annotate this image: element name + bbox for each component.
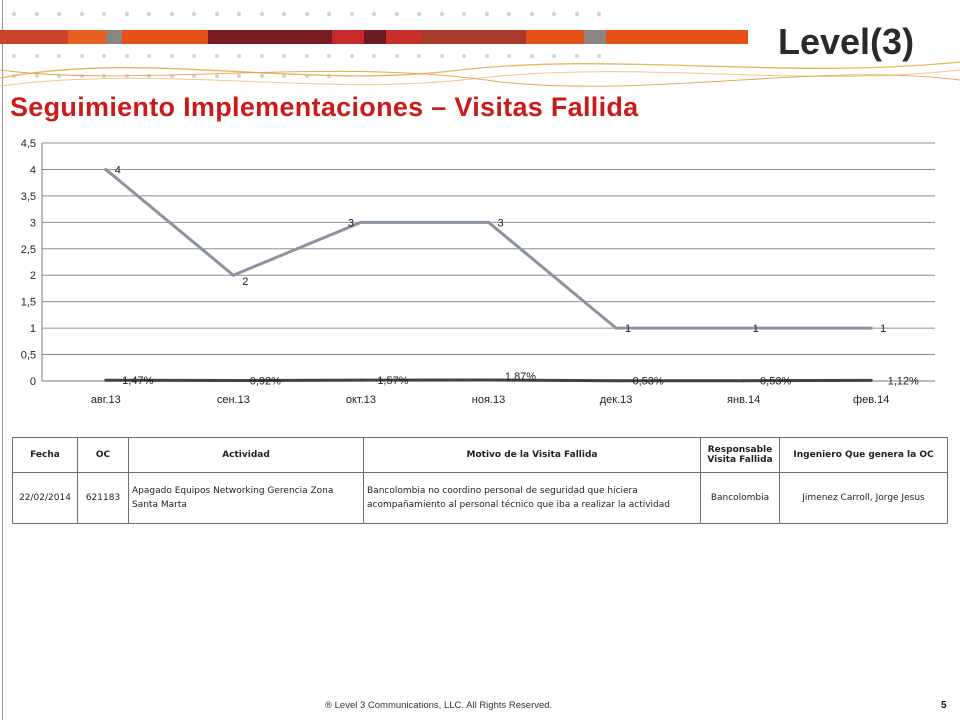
visits-line-chart	[10, 130, 945, 415]
x-tick-label: фев.14	[853, 394, 890, 406]
decorative-dot	[440, 12, 444, 16]
data-point-count	[359, 221, 362, 224]
decorative-dot	[417, 12, 421, 16]
table-header-row	[13, 438, 948, 473]
data-point-count	[487, 221, 490, 224]
data-point-percent	[232, 379, 235, 382]
data-point-count	[232, 274, 235, 277]
cell-fecha: 22/02/2014	[13, 473, 78, 524]
data-label-percent: 1,47%	[122, 375, 154, 388]
data-label-count: 1	[880, 323, 887, 336]
logo-text: Level(3)	[778, 21, 915, 62]
decorative-dot	[530, 12, 534, 16]
page-number: 5	[941, 700, 947, 711]
decorative-dot	[597, 12, 601, 16]
y-tick-label: 4	[29, 164, 36, 177]
header-ingeniero: Ingeniero Que genera la OC	[780, 438, 948, 473]
data-label-percent: 0,53%	[632, 375, 664, 388]
data-point-percent	[487, 379, 490, 382]
data-label-count: 3	[347, 217, 354, 230]
decorative-dot	[192, 12, 196, 16]
decorative-dot	[485, 12, 489, 16]
data-point-count	[104, 168, 107, 171]
data-label-count: 3	[497, 217, 504, 230]
header-fecha: Fecha	[13, 438, 78, 473]
decorative-dot	[147, 12, 151, 16]
decorative-dot	[260, 12, 264, 16]
decorative-dot	[102, 12, 106, 16]
decorative-dot	[170, 12, 174, 16]
header-actividad: Actividad	[129, 438, 364, 473]
y-tick-label: 0,5	[20, 349, 36, 362]
decorative-dot	[507, 12, 511, 16]
level3-logo	[778, 18, 928, 64]
decorative-dot	[35, 12, 39, 16]
decorative-dot	[282, 12, 286, 16]
decorative-dot	[462, 12, 466, 16]
data-label-percent: 1,57%	[377, 375, 409, 388]
data-label-percent: 1,87%	[504, 371, 537, 384]
x-tick-label: ноя.13	[471, 394, 506, 406]
y-tick-label: 1,5	[20, 296, 36, 309]
table-row	[13, 473, 948, 524]
decorative-dots-top	[12, 12, 612, 18]
decorative-dot	[372, 12, 376, 16]
decorative-dot	[57, 12, 61, 16]
cell-oc: 621183	[78, 473, 129, 524]
y-tick-label: 2	[29, 270, 36, 283]
footer-copyright: ® Level 3 Communications, LLC. All Rights Reserved.	[325, 700, 553, 711]
data-point-count	[870, 327, 873, 330]
decorative-dot	[305, 12, 309, 16]
y-tick-label: 3	[29, 217, 36, 230]
left-rule	[2, 0, 3, 720]
decorative-dot	[12, 12, 16, 16]
data-point-percent	[742, 379, 745, 382]
y-tick-label: 1	[29, 323, 36, 336]
data-point-percent	[615, 379, 618, 382]
data-label-percent: 0,92%	[249, 375, 281, 388]
header-oc: OC	[78, 438, 129, 473]
decorative-dot	[327, 12, 331, 16]
y-tick-label: 2,5	[20, 243, 36, 256]
x-tick-label: сен.13	[216, 394, 250, 406]
data-point-percent	[870, 379, 873, 382]
cell-ingeniero: Jimenez Carroll, Jorge Jesus	[780, 473, 948, 524]
decorative-dot	[395, 12, 399, 16]
data-label-count: 1	[625, 323, 632, 336]
decorative-dot	[575, 12, 579, 16]
data-label-count: 2	[242, 276, 249, 289]
decorative-dot	[350, 12, 354, 16]
data-label-percent: 1,12%	[887, 375, 919, 388]
decorative-dot	[552, 12, 556, 16]
data-point-count	[615, 327, 618, 330]
cell-actividad: Apagado Equipos Networking Gerencia Zona Santa Marta	[129, 473, 364, 524]
data-label-count: 4	[114, 164, 121, 177]
decorative-dot	[237, 12, 241, 16]
cell-responsable: Bancolombia	[701, 473, 780, 524]
data-point-percent	[359, 379, 362, 382]
x-tick-label: окт.13	[345, 394, 377, 406]
decorative-dot	[215, 12, 219, 16]
data-point-count	[742, 327, 745, 330]
header-responsable: Responsable Visita Fallida	[701, 438, 780, 473]
decorative-dot	[80, 12, 84, 16]
data-label-percent: 0,53%	[760, 375, 792, 388]
failed-visits-table	[12, 437, 948, 524]
header-motivo: Motivo de la Visita Fallida	[364, 438, 701, 473]
x-tick-label: янв.14	[727, 394, 761, 406]
x-tick-label: авг.13	[90, 394, 121, 406]
y-tick-label: 4,5	[20, 138, 36, 150]
x-tick-label: дек.13	[599, 394, 633, 406]
y-tick-label: 0	[29, 376, 36, 388]
data-point-percent	[104, 379, 107, 382]
cell-motivo: Bancolombia no coordino personal de seguridad que hiciera acompañamiento al personal técnico que iba a realizar la actividad	[364, 473, 701, 524]
slide-title: Seguimiento Implementaciones – Visitas Fallida	[10, 92, 639, 122]
data-label-count: 1	[752, 323, 759, 336]
decorative-dot	[125, 12, 129, 16]
y-tick-label: 3,5	[20, 190, 36, 203]
